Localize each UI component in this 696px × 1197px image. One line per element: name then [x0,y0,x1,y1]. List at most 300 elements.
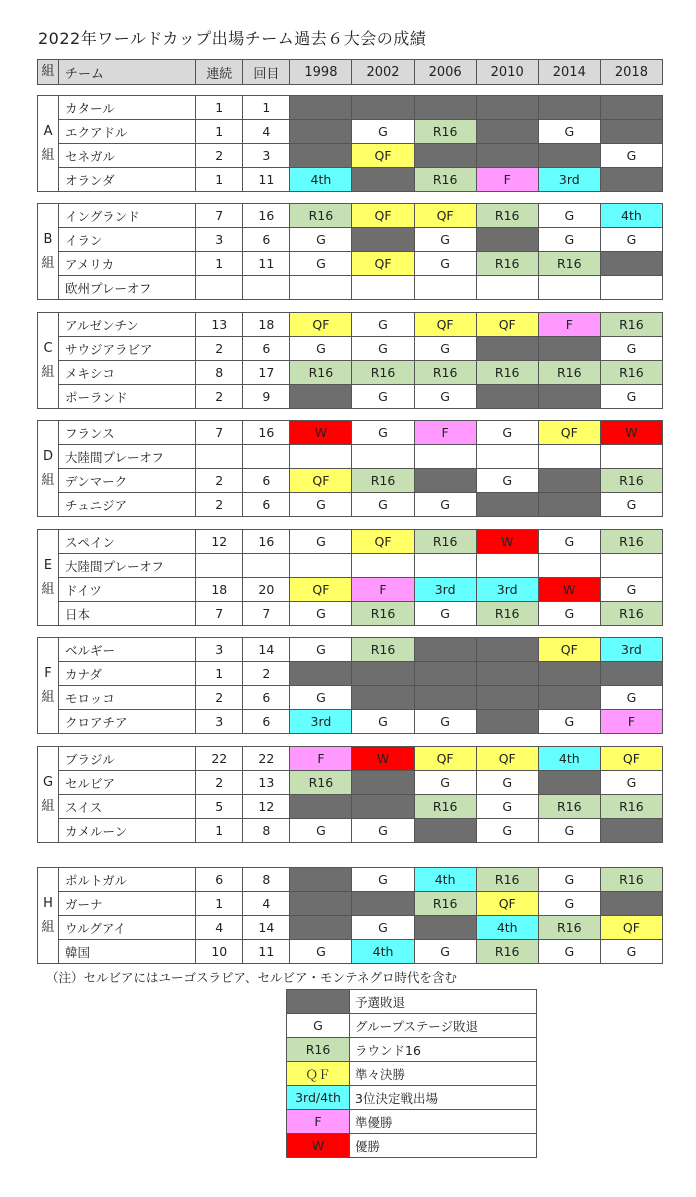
result-cell: G [538,602,600,626]
team-name: カメルーン [59,819,196,843]
group-label: C組 [38,313,59,409]
header-year: 1998 [290,60,352,85]
result-cell [476,276,538,300]
team-name: フランス [59,421,196,445]
result-cell: QF [414,313,476,337]
result-cell: R16 [290,204,352,228]
team-row [38,96,663,120]
result-cell: R16 [414,795,476,819]
result-cell: G [414,710,476,734]
team-row [38,747,663,771]
group-label: G組 [38,747,59,843]
result-cell: G [476,421,538,445]
result-cell: G [290,493,352,517]
team-row [38,361,663,385]
team-streak: 5 [196,795,243,819]
result-cell: G [538,530,600,554]
team-streak: 10 [196,940,243,964]
result-cell: 3rd [538,168,600,192]
result-cell [476,96,538,120]
header-team: チーム [59,60,196,85]
team-count: 4 [243,892,290,916]
legend-label: 3位決定戦出場 [350,1086,537,1110]
result-cell: R16 [476,868,538,892]
team-name: セルビア [59,771,196,795]
team-row [38,530,663,554]
team-row [38,554,663,578]
team-streak: 7 [196,204,243,228]
result-cell: G [538,868,600,892]
result-cell: R16 [600,530,662,554]
result-cell: G [538,120,600,144]
result-cell [352,276,414,300]
team-count: 6 [243,710,290,734]
result-cell: G [600,385,662,409]
team-count: 18 [243,313,290,337]
team-count: 6 [243,493,290,517]
result-cell: G [538,819,600,843]
team-count: 17 [243,361,290,385]
team-streak: 1 [196,96,243,120]
group-table [37,95,663,192]
result-cell [290,916,352,940]
team-count: 9 [243,385,290,409]
team-row [38,602,663,626]
result-cell [476,144,538,168]
result-cell: F [290,747,352,771]
result-cell: G [290,940,352,964]
result-cell [290,795,352,819]
legend-row [287,990,537,1014]
team-name: カタール [59,96,196,120]
result-cell: 3rd [414,578,476,602]
group-label: H組 [38,868,59,964]
group-table [37,203,663,300]
result-cell: R16 [538,252,600,276]
team-name: 欧州プレーオフ [59,276,196,300]
result-cell: R16 [476,252,538,276]
result-cell: QF [476,747,538,771]
result-cell: G [352,313,414,337]
team-streak: 18 [196,578,243,602]
result-cell [414,819,476,843]
team-streak: 22 [196,747,243,771]
team-count [243,445,290,469]
header-streak: 連続 [196,60,243,85]
result-cell [352,795,414,819]
team-row [38,868,663,892]
team-streak: 13 [196,313,243,337]
team-streak: 2 [196,385,243,409]
legend-key: F [287,1110,350,1134]
result-cell [600,120,662,144]
result-cell: R16 [414,892,476,916]
result-cell [600,276,662,300]
team-row [38,469,663,493]
team-row [38,120,663,144]
result-cell: R16 [352,361,414,385]
result-cell [600,892,662,916]
result-cell: R16 [414,120,476,144]
team-streak: 4 [196,916,243,940]
result-cell: R16 [414,530,476,554]
result-cell: G [352,385,414,409]
result-cell: W [600,421,662,445]
result-cell: QF [290,313,352,337]
team-streak: 2 [196,469,243,493]
header-year: 2006 [414,60,476,85]
result-cell: R16 [600,313,662,337]
team-row [38,710,663,734]
result-cell: QF [352,252,414,276]
team-row [38,228,663,252]
team-name: エクアドル [59,120,196,144]
result-cell [290,144,352,168]
team-streak [196,445,243,469]
team-streak: 8 [196,361,243,385]
result-cell [352,771,414,795]
team-count: 7 [243,602,290,626]
team-streak [196,554,243,578]
team-name: ポルトガル [59,868,196,892]
team-name: アルゼンチン [59,313,196,337]
team-streak: 2 [196,686,243,710]
result-cell [476,638,538,662]
team-row [38,421,663,445]
result-cell: 4th [600,204,662,228]
result-cell: W [476,530,538,554]
group-label: E組 [38,530,59,626]
result-cell: G [600,337,662,361]
team-count: 6 [243,469,290,493]
team-streak: 3 [196,228,243,252]
result-cell [290,868,352,892]
result-cell: 4th [290,168,352,192]
result-cell [538,385,600,409]
header-year: 2018 [600,60,662,85]
result-cell: R16 [476,361,538,385]
result-cell: R16 [290,361,352,385]
team-row [38,168,663,192]
team-name: ウルグアイ [59,916,196,940]
result-cell: R16 [352,469,414,493]
team-name: ガーナ [59,892,196,916]
team-name: ベルギー [59,638,196,662]
result-cell: QF [352,144,414,168]
result-cell: R16 [476,204,538,228]
team-row [38,771,663,795]
group-table [37,746,663,843]
result-cell [352,892,414,916]
result-cell [476,493,538,517]
team-name: メキシコ [59,361,196,385]
result-cell: G [290,638,352,662]
team-row [38,276,663,300]
legend-label: 優勝 [350,1134,537,1158]
team-streak: 7 [196,602,243,626]
result-cell: R16 [600,795,662,819]
team-row [38,662,663,686]
footnote: （注）セルビアにはユーゴスラビア、セルビア・モンテネグロ時代を含む [46,970,458,985]
team-row [38,795,663,819]
result-cell [600,445,662,469]
result-cell: G [414,493,476,517]
result-cell: G [352,120,414,144]
result-cell [352,686,414,710]
result-cell [414,554,476,578]
result-cell [414,445,476,469]
group-table [37,867,663,964]
team-row [38,337,663,361]
result-cell [600,819,662,843]
team-name: 大陸間プレーオフ [59,445,196,469]
result-cell [414,916,476,940]
group-table [37,529,663,626]
result-cell: F [476,168,538,192]
result-cell: G [290,602,352,626]
result-cell: G [414,940,476,964]
group-label: A組 [38,96,59,192]
team-row [38,445,663,469]
result-cell: G [414,228,476,252]
result-cell: G [290,228,352,252]
legend-label: 準々決勝 [350,1062,537,1086]
result-cell [414,96,476,120]
team-streak [196,276,243,300]
result-cell: G [600,686,662,710]
team-streak: 2 [196,771,243,795]
team-count: 22 [243,747,290,771]
group-table [37,420,663,517]
legend-row [287,1086,537,1110]
result-cell: G [290,252,352,276]
result-cell: G [600,771,662,795]
team-streak: 3 [196,638,243,662]
result-cell [414,686,476,710]
result-cell: G [352,710,414,734]
legend [286,989,537,1158]
result-cell [538,276,600,300]
header-year: 2002 [352,60,414,85]
result-cell [352,228,414,252]
group-label: B組 [38,204,59,300]
result-cell: G [538,710,600,734]
team-streak: 1 [196,120,243,144]
legend-key: G [287,1014,350,1038]
team-row [38,940,663,964]
group-label: F組 [38,638,59,734]
legend-key: 3rd/4th [287,1086,350,1110]
result-cell: G [476,771,538,795]
result-cell: 3rd [600,638,662,662]
result-cell [352,168,414,192]
result-cell [476,445,538,469]
result-cell: R16 [538,916,600,940]
result-cell: G [538,228,600,252]
result-cell [600,662,662,686]
result-cell: G [476,795,538,819]
result-cell: QF [538,421,600,445]
result-cell: G [600,228,662,252]
team-count: 11 [243,940,290,964]
team-count: 16 [243,530,290,554]
team-row [38,819,663,843]
team-row [38,493,663,517]
result-cell: G [538,892,600,916]
result-cell: G [414,337,476,361]
team-row [38,252,663,276]
team-count: 13 [243,771,290,795]
legend-label: グループステージ敗退 [350,1014,537,1038]
team-count: 20 [243,578,290,602]
legend-row [287,1038,537,1062]
result-cell: W [290,421,352,445]
result-cell: G [352,421,414,445]
legend-label: 予選敗退 [350,990,537,1014]
result-cell: 4th [352,940,414,964]
team-count: 8 [243,819,290,843]
result-cell [476,228,538,252]
page-title: 2022年ワールドカップ出場チーム過去６大会の成績 [38,29,427,48]
result-cell [476,662,538,686]
team-count: 8 [243,868,290,892]
result-cell [476,337,538,361]
team-count: 3 [243,144,290,168]
team-name: オランダ [59,168,196,192]
result-cell: G [352,819,414,843]
result-cell: R16 [352,602,414,626]
result-cell: F [352,578,414,602]
result-cell [538,469,600,493]
result-cell [414,638,476,662]
result-cell: QF [538,638,600,662]
team-row [38,385,663,409]
result-cell [290,554,352,578]
legend-key: ＱＦ [287,1062,350,1086]
result-cell: 4th [476,916,538,940]
group-table [37,637,663,734]
result-cell [538,662,600,686]
result-cell: R16 [600,469,662,493]
result-cell: R16 [538,361,600,385]
result-cell: R16 [476,602,538,626]
team-count: 2 [243,662,290,686]
team-row [38,638,663,662]
team-count: 1 [243,96,290,120]
result-cell [352,96,414,120]
team-streak: 2 [196,493,243,517]
team-name: アメリカ [59,252,196,276]
result-cell [290,120,352,144]
result-cell: W [538,578,600,602]
team-name: ポーランド [59,385,196,409]
result-cell [538,771,600,795]
result-cell [600,252,662,276]
result-cell [290,445,352,469]
team-count: 11 [243,168,290,192]
team-name: チュニジア [59,493,196,517]
result-cell: G [600,144,662,168]
team-streak: 2 [196,337,243,361]
result-cell [538,337,600,361]
team-streak: 2 [196,144,243,168]
header-count: 回目 [243,60,290,85]
result-cell [352,662,414,686]
team-name: 大陸間プレーオフ [59,554,196,578]
result-cell: R16 [600,602,662,626]
result-cell [290,276,352,300]
result-cell [476,554,538,578]
team-name: ドイツ [59,578,196,602]
team-row [38,313,663,337]
header-year: 2014 [538,60,600,85]
result-cell [600,168,662,192]
team-count: 16 [243,204,290,228]
team-row [38,892,663,916]
team-name: イラン [59,228,196,252]
team-name: スペイン [59,530,196,554]
team-name: カナダ [59,662,196,686]
result-cell: G [290,337,352,361]
team-name: モロッコ [59,686,196,710]
legend-label: ラウンド16 [350,1038,537,1062]
result-cell: QF [414,204,476,228]
team-name: 韓国 [59,940,196,964]
result-cell: G [600,940,662,964]
team-row [38,916,663,940]
result-cell [290,892,352,916]
result-cell [290,96,352,120]
result-cell: F [414,421,476,445]
legend-row [287,1134,537,1158]
result-cell: G [600,578,662,602]
result-cell: W [352,747,414,771]
legend-key: R16 [287,1038,350,1062]
team-name: イングランド [59,204,196,228]
team-name: クロアチア [59,710,196,734]
result-cell [352,445,414,469]
result-cell: QF [600,747,662,771]
result-cell: QF [352,530,414,554]
result-cell: F [538,313,600,337]
team-count: 14 [243,638,290,662]
result-cell [290,662,352,686]
result-cell [600,96,662,120]
result-cell: 3rd [476,578,538,602]
result-cell: R16 [476,940,538,964]
result-cell: R16 [290,771,352,795]
result-cell [476,710,538,734]
result-cell: G [538,940,600,964]
team-count [243,554,290,578]
result-cell [538,96,600,120]
result-cell [414,276,476,300]
result-cell: QF [476,892,538,916]
team-streak: 1 [196,662,243,686]
result-cell [538,554,600,578]
team-streak: 1 [196,168,243,192]
result-cell: QF [290,469,352,493]
result-cell: G [352,493,414,517]
team-name: サウジアラビア [59,337,196,361]
result-cell: R16 [414,168,476,192]
result-cell [538,144,600,168]
team-name: ブラジル [59,747,196,771]
result-cell: R16 [600,361,662,385]
team-streak: 7 [196,421,243,445]
result-cell: R16 [352,638,414,662]
result-cell: G [352,868,414,892]
